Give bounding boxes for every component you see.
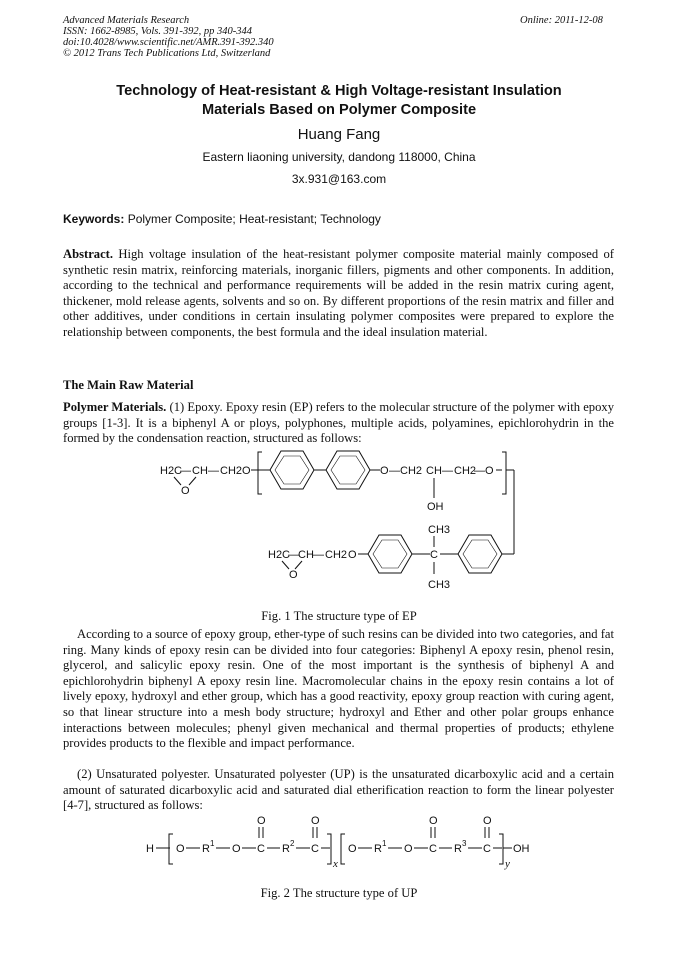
fig2-r-3: R [374,843,382,855]
email: 3x.931@163.com [291,172,387,186]
section-heading: The Main Raw Material [63,378,194,392]
fig1-c-quaternary: C [430,549,438,561]
doi-line: doi:10.4028/www.scientific.net/AMR.391-392.340 [63,37,274,48]
fig1-ch-bottom: CH [298,549,314,561]
fig1-ch3-top: CH3 [428,524,451,536]
header-block [63,15,274,59]
fig2-r-2: R [282,843,290,855]
online-date: Online: 2011-12-08 [520,15,603,26]
polymer-materials-paragraph [63,400,614,447]
fig1-ch2-right: CH2 [454,465,477,477]
fig1-ch-mid: CH [426,465,442,477]
fig1-caption: Fig. 1 The structure type of EP [261,609,417,623]
author: Huang Fang [297,126,381,143]
fig2-r-1: R [202,843,210,855]
polymer-materials-label: Polymer Materials. [63,400,167,414]
abstract [63,247,614,341]
polymer-materials-text: (1) Epoxy. Epoxy resin (EP) refers to the molecular structure of the polymer with epoxy groups [1-3]. It is a biphenyl A or ploys, polyphones, multiple acids, polyamines, epichlorohydrin in the formed by the condensation reaction, structured as follows: [63,400,614,446]
fig2-c-1: C [257,843,265,855]
fig1-dash-2: — [208,465,219,477]
keywords [63,212,381,226]
keywords-text: Polymer Composite; Heat-resistant; Technology [124,212,381,226]
affiliation: Eastern liaoning university, dandong 118000, China [202,150,476,164]
fig2-o-3: O [348,843,357,855]
fig1-epoxide-o-bottom: O [289,569,298,581]
fig1-o-top1: O [242,465,251,477]
fig1-dash-7: — [313,549,324,561]
fig2-c-4: C [483,843,491,855]
fig2-sup-1a: 1 [210,839,215,848]
abstract-label: Abstract. [63,247,114,261]
paper-title [40,82,638,119]
title-line-1: Technology of Heat-resistant & High Voltage-resistant Insulation [116,83,562,99]
fig2-sup-3: 3 [462,839,467,848]
fig1-oh: OH [427,501,444,513]
fig2-sup-1b: 1 [382,839,387,848]
fig2-caption: Fig. 2 The structure type of UP [260,886,418,900]
fig2-sub-y: y [505,858,510,870]
fig1-ch2-bottom: CH2 [325,549,348,561]
epoxy-paragraph: According to a source of epoxy group, ether-type of such resins can be divided into two categories, and fat ring. Many kinds of epoxy resin can be divided into four categories: Biphenyl A epoxy resin, phenol resin, glycerol, and salicylic epoxy resin. One of the most important is the synthesis of biphenyl A and epichlorohydrin biphenyl A epoxy resin line. Macromolecular chains in the epoxy resin contains a lot of lively epoxy, hydroxyl and ether group, which has a good reactivity, epoxy group reaction with curing agent, so that linear structure into a mesh body structure; hydroxyl and Ether and other polar groups enhance interactions between molecules; phenyl given mechanical and thermal properties of products; ethylene provides products to the flexible and impact performance. [63,627,614,751]
fig2-r-4: R [454,843,462,855]
fig1-ch2-top: CH2 [220,465,243,477]
title-line-2: Materials Based on Polymer Composite [201,101,477,118]
fig1-dash-1: — [180,465,191,477]
fig2-o-carbonyl-2: O [311,815,320,827]
fig1-dash-6: — [288,549,299,561]
fig1-dash-5: — [474,465,485,477]
fig2-o-1: O [176,843,185,855]
fig1-ch2-mid: CH2 [400,465,423,477]
up-structure-diagram [140,812,540,874]
copyright-line: © 2012 Trans Tech Publications Ltd, Switzerland [63,48,271,59]
fig2-h: H [146,843,154,855]
unsaturated-polyester-paragraph: (2) Unsaturated polyester. Unsaturated polyester (UP) is the unsaturated dicarboxylic acid and a certain amount of saturated dicarboxylic acid and saturated dial etherification reaction to form the linear polyester [4-7], structured as follows: [63,767,614,813]
fig2-o-4: O [404,843,413,855]
journal-name: Advanced Materials Research [63,15,190,26]
fig1-o-bottom: O [348,549,357,561]
fig2-o-carbonyl-4: O [483,815,492,827]
fig2-c-2: C [311,843,319,855]
fig2-sub-x: x [333,858,338,870]
epoxy-structure-diagram [150,448,530,598]
fig1-o-ether: O [380,465,389,477]
fig1-epoxide-o-top: O [181,485,190,497]
fig2-o-2: O [232,843,241,855]
fig2-o-carbonyl-1: O [257,815,266,827]
fig1-ch3-bottom: CH3 [428,579,451,591]
fig1-ch-top: CH [192,465,208,477]
fig2-oh: OH [513,843,530,855]
fig2-c-3: C [429,843,437,855]
issn-line: ISSN: 1662-8985, Vols. 391-392, pp 340-344 [63,26,252,37]
fig1-h2c-top: H2C [160,465,183,477]
keywords-label: Keywords: [63,212,125,226]
fig1-h2c-bottom: H2C [268,549,291,561]
fig1-dash-4: — [442,465,453,477]
fig1-o-right: O [485,465,494,477]
fig2-o-carbonyl-3: O [429,815,438,827]
fig2-sup-2: 2 [290,839,295,848]
abstract-text: High voltage insulation of the heat-resistant polymer composite material mainly composed of synthetic resin matrix, reinforcing materials, inorganic fillers, pigments and other components. In addition, according to the technical and performance requirements will be added in the resin matrix curing agent, thickener, mold release agents, solvents and so on. By different proportions of the resin matrix and filler and other additives, under conditions in certain insulating polymer composites were prepared to explore the relationship between components, the best formula and the ideal insulation material. [63,247,614,339]
fig1-dash-3: — [389,465,400,477]
